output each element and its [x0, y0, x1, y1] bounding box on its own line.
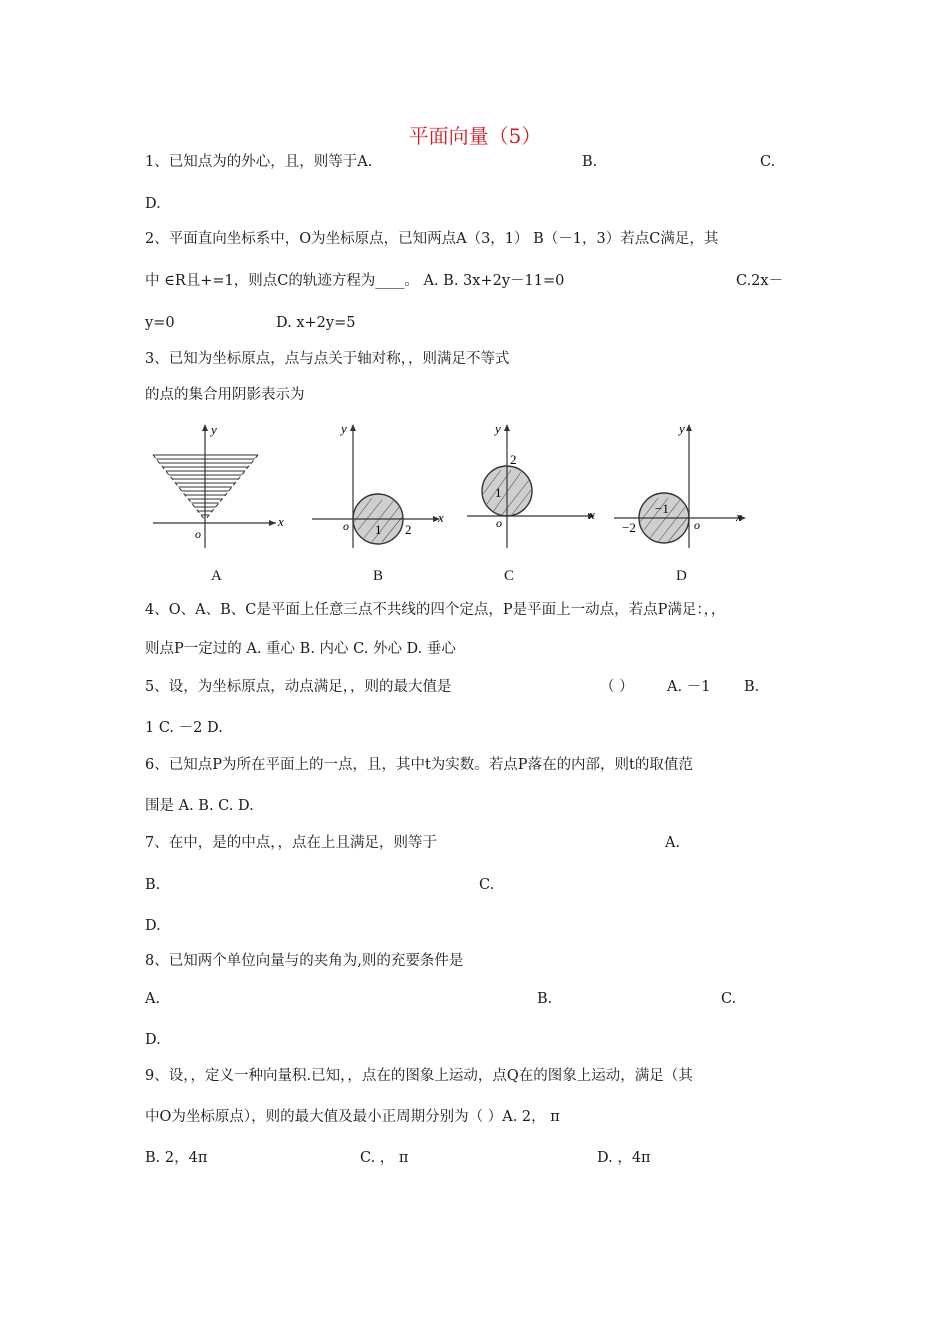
fig-c-x-label: x: [589, 507, 595, 522]
figure-d-caption: D: [676, 568, 687, 584]
q2-option-d: D. x+2y=5: [276, 315, 356, 331]
q5-bracket: （ ）: [600, 679, 634, 695]
page-title: 平面向量（5）: [408, 124, 542, 148]
q8-option-b: B.: [537, 991, 553, 1007]
q5-text: 5、设，为坐标原点，动点满足，，则的最大值是: [145, 679, 452, 695]
q2-option-c: C.2x－: [736, 273, 784, 289]
fig-d-y-label: y: [679, 421, 685, 436]
figure-b: [310, 420, 450, 550]
figure-d: [612, 420, 752, 550]
q7-option-d: D.: [145, 918, 161, 934]
q8-option-a: A.: [145, 991, 161, 1007]
q8-text: 8、已知两个单位向量与的夹角为,则的充要条件是: [145, 953, 464, 969]
q7-option-c: C.: [479, 877, 495, 893]
fig-a-origin: o: [195, 527, 201, 541]
q7-option-a: A.: [665, 835, 681, 851]
q2-text-line2: 中 ∈R且+=1，则点C的轨迹方程为____。 A. B. 3x+2y－11=0: [145, 273, 565, 289]
fig-c-y-label: y: [495, 421, 501, 436]
fig-d-label-minus1: −1: [655, 501, 669, 516]
fig-b-origin: o: [343, 519, 349, 533]
q8-option-d: D.: [145, 1032, 161, 1048]
q9-text-line2: 中O为坐标原点），则的最大值及最小正周期分别为（ ）A. 2， π: [145, 1109, 560, 1125]
fig-b-y-label: y: [341, 421, 347, 436]
figure-c: [465, 420, 605, 550]
q6-text-line1: 6、已知点P为所在平面上的一点，且，其中t为实数。若点P落在的内部，则t的取值范: [145, 757, 693, 773]
figure-c-caption: C: [504, 568, 515, 584]
q9-option-c: C. ， π: [360, 1150, 409, 1166]
q4-text-line2: 则点P一定过的 A. 重心 B. 内心 C. 外心 D. 垂心: [145, 641, 456, 657]
q5-options-line2: 1 C. －2 D.: [145, 720, 223, 736]
figure-b-caption: B: [373, 568, 384, 584]
q8-option-c: C.: [721, 991, 737, 1007]
q5-option-b: B.: [744, 679, 760, 695]
q7-text: 7、在中，是的中点，，点在上且满足，则等于: [145, 835, 437, 851]
q9-option-d: D. ，4π: [597, 1150, 651, 1166]
fig-a-x-label: x: [278, 514, 284, 529]
q6-text-line2: 围是 A. B. C. D.: [145, 798, 254, 814]
q9-text-line1: 9、设，，定义一种向量积.已知，，点在的图象上运动，点Q在的图象上运动，满足（其: [145, 1068, 693, 1084]
fig-c-label-1: 1: [495, 485, 502, 500]
fig-b-label-1: 1: [375, 522, 382, 537]
q3-text-line2: 的点的集合用阴影表示为: [145, 387, 305, 403]
q1-option-b: B.: [582, 154, 598, 170]
fig-d-origin: o: [694, 518, 700, 532]
fig-c-origin: o: [496, 516, 502, 530]
figure-a-caption: A: [211, 568, 222, 584]
fig-b-label-2: 2: [405, 522, 412, 537]
q3-text-line1: 3、已知为坐标原点，点与点关于轴对称，，则满足不等式: [145, 351, 510, 367]
q5-option-a: A. －1: [667, 679, 711, 695]
q2-text-line1: 2、平面直向坐标系中，O为坐标原点，已知两点A（3，1） B（－1，3）若点C满足，其: [145, 231, 719, 247]
fig-d-label-minus2: −2: [622, 520, 636, 535]
fig-b-x-label: x: [438, 510, 444, 525]
fig-c-label-2: 2: [510, 452, 517, 467]
q1-option-c: C.: [760, 154, 776, 170]
fig-a-y-label: y: [211, 422, 217, 437]
q7-option-b: B.: [145, 877, 161, 893]
q9-option-b: B. 2，4π: [145, 1150, 208, 1166]
fig-d-x-label: x: [736, 509, 742, 524]
q2-text-line3: y=0: [145, 315, 175, 331]
q4-text-line1: 4、O、A、B、C是平面上任意三点不共线的四个定点，P是平面上一动点，若点P满足：，，: [145, 602, 726, 618]
figure-a: [148, 420, 288, 550]
q1-text: 1、已知点为的外心，且，则等于A.: [145, 154, 373, 170]
q1-option-d: D.: [145, 196, 161, 212]
